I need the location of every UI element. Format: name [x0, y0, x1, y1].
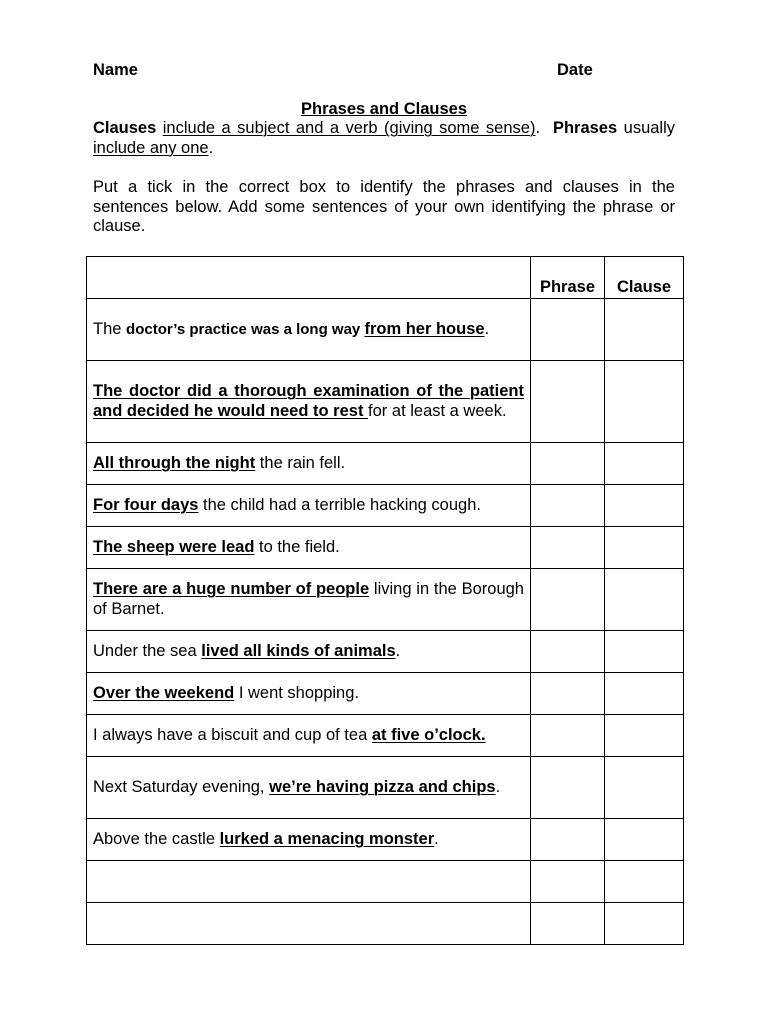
- underlined-segment: The sheep were lead: [93, 537, 255, 556]
- clause-tick-box[interactable]: [605, 757, 684, 819]
- plain-segment: .: [395, 641, 401, 660]
- table-row: [87, 819, 684, 861]
- phrase-tick-box[interactable]: [531, 819, 605, 861]
- underlined-segment: doctor’s practice was a long way: [126, 320, 365, 338]
- worksheet-table: [86, 256, 684, 945]
- table-row: [87, 527, 684, 569]
- intro-paragraph: [93, 119, 675, 158]
- sentence-cell: [87, 361, 531, 443]
- table-row: [87, 673, 684, 715]
- sentence-cell: [87, 673, 531, 715]
- phrase-tick-box[interactable]: [531, 361, 605, 443]
- phrase-column-header: Phrase: [531, 257, 605, 299]
- sentence-cell: [87, 903, 531, 945]
- header-blank-cell: [87, 257, 531, 299]
- plain-segment: for at least a week.: [368, 401, 507, 420]
- name-label: Name: [93, 61, 138, 79]
- phrase-tick-box[interactable]: [531, 631, 605, 673]
- table-row: [87, 569, 684, 631]
- sentence-cell: [87, 299, 531, 361]
- plain-segment: living in the Borough of Barnet.: [93, 579, 524, 618]
- sentence-cell: [87, 715, 531, 757]
- plain-segment: .: [495, 777, 501, 796]
- phrases-pre: usually: [623, 119, 676, 137]
- plain-segment: I went shopping.: [234, 683, 359, 702]
- phrase-tick-box[interactable]: [531, 757, 605, 819]
- clause-tick-box[interactable]: [605, 527, 684, 569]
- table-row: [87, 631, 684, 673]
- phrase-tick-box[interactable]: [531, 299, 605, 361]
- table-header-row: [87, 257, 684, 299]
- plain-segment: the child had a terrible hacking cough.: [198, 495, 481, 514]
- clause-tick-box[interactable]: [605, 819, 684, 861]
- phrase-tick-box[interactable]: [531, 569, 605, 631]
- clause-tick-box[interactable]: [605, 569, 684, 631]
- plain-segment: .: [434, 829, 439, 848]
- page-title: Phrases and Clauses: [301, 100, 467, 118]
- sentence-cell: [87, 757, 531, 819]
- plain-segment: I always have a biscuit and cup of tea: [93, 725, 372, 744]
- phrase-tick-box[interactable]: [531, 443, 605, 485]
- sentence-cell: [87, 527, 531, 569]
- table-row: [87, 361, 684, 443]
- plain-segment: The: [93, 319, 127, 338]
- phrases-term: Phrases: [552, 119, 618, 137]
- plain-segment: Next Saturday evening,: [93, 777, 270, 796]
- plain-segment: the rain fell.: [255, 453, 346, 472]
- intro-end: .: [208, 138, 214, 157]
- underlined-segment: lived all kinds of animals: [201, 641, 396, 660]
- underlined-segment: at five o’clock.: [371, 725, 486, 744]
- underlined-segment: All through the night: [93, 453, 256, 472]
- phrase-tick-box[interactable]: [531, 673, 605, 715]
- plain-segment: Above the castle: [93, 829, 220, 848]
- phrase-tick-box[interactable]: [531, 861, 605, 903]
- sentence-cell: [87, 569, 531, 631]
- sentence-cell: [87, 819, 531, 861]
- phrase-tick-box[interactable]: [531, 527, 605, 569]
- phrases-definition: include any one: [93, 138, 209, 157]
- underlined-segment: lurked a menacing monster: [219, 829, 435, 848]
- underlined-segment: For four days: [93, 495, 199, 514]
- underlined-segment: we’re having pizza and chips: [269, 777, 496, 796]
- table-row: [87, 715, 684, 757]
- clause-tick-box[interactable]: [605, 715, 684, 757]
- intro-period: .: [535, 119, 541, 137]
- clause-column-header: Clause: [605, 257, 684, 299]
- table-row: [87, 443, 684, 485]
- instructions: Put a tick in the correct box to identify the phrases and clauses in the sentences below. Add some sentences of your own identifying the phrase or clause.: [93, 178, 675, 236]
- clause-tick-box[interactable]: [605, 903, 684, 945]
- table-row: [87, 757, 684, 819]
- plain-segment: to the field.: [254, 537, 340, 556]
- underlined-segment: The doctor did a thorough examination of the patient and decided he would need to rest: [93, 381, 524, 420]
- plain-segment: .: [484, 319, 490, 338]
- phrase-tick-box[interactable]: [531, 485, 605, 527]
- clause-tick-box[interactable]: [605, 861, 684, 903]
- clause-tick-box[interactable]: [605, 673, 684, 715]
- date-label: Date: [557, 61, 593, 79]
- clause-tick-box[interactable]: [605, 631, 684, 673]
- sentence-cell: [87, 485, 531, 527]
- clause-tick-box[interactable]: [605, 299, 684, 361]
- phrase-tick-box[interactable]: [531, 903, 605, 945]
- clause-tick-box[interactable]: [605, 485, 684, 527]
- table-row: [87, 861, 684, 903]
- underlined-segment: from her house: [364, 319, 485, 338]
- sentence-cell: [87, 861, 531, 903]
- sentence-cell: [87, 443, 531, 485]
- phrase-tick-box[interactable]: [531, 715, 605, 757]
- clause-tick-box[interactable]: [605, 361, 684, 443]
- sentence-cell: [87, 631, 531, 673]
- clauses-term: Clauses: [93, 119, 157, 137]
- plain-segment: Under the sea: [93, 641, 202, 660]
- underlined-segment: There are a huge number of people: [93, 579, 370, 598]
- clauses-definition: include a subject and a verb (giving some sense): [162, 119, 536, 137]
- table-row: [87, 299, 684, 361]
- table-row: [87, 903, 684, 945]
- clause-tick-box[interactable]: [605, 443, 684, 485]
- table-row: [87, 485, 684, 527]
- underlined-segment: Over the weekend: [93, 683, 235, 702]
